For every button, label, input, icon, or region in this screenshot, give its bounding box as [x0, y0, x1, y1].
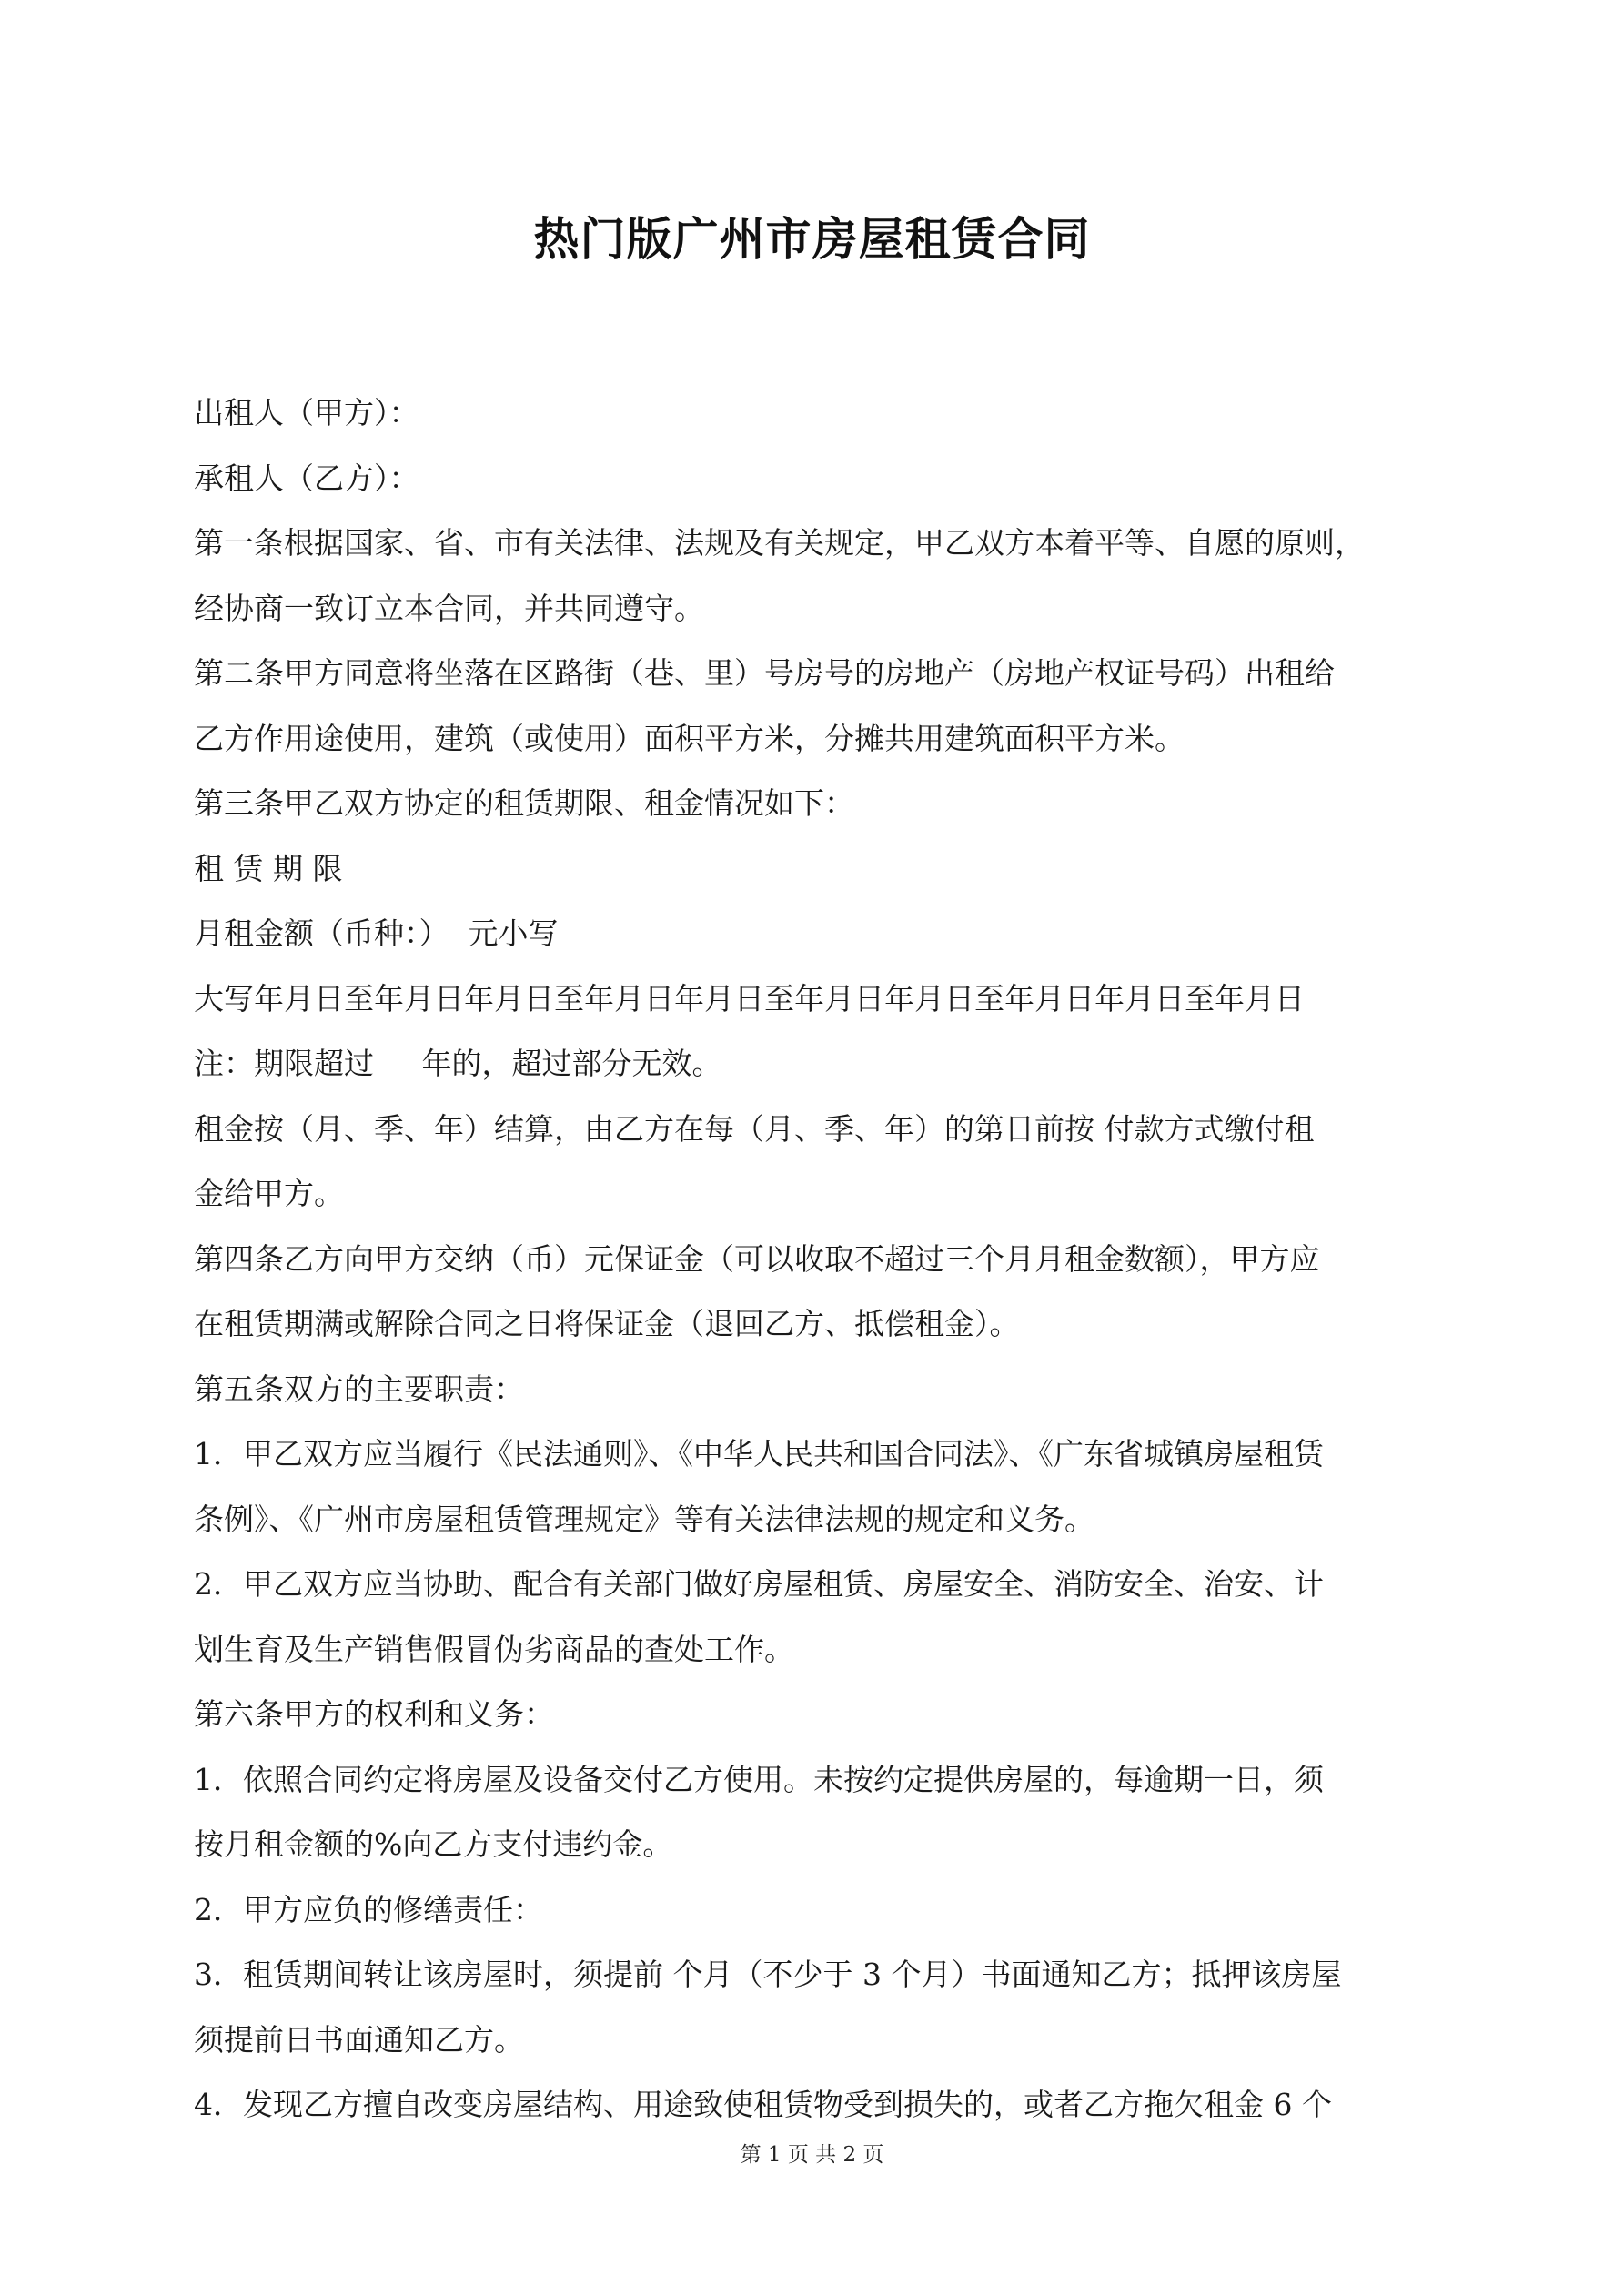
paragraph-line: 第三条甲乙双方协定的租赁期限、租金情况如下：	[194, 785, 854, 821]
paragraph-line: 第二条甲方同意将坐落在区路街（巷、里）号房号的房地产（房地产权证号码）出租给	[194, 655, 1335, 691]
paragraph-line: 大写年月日至年月日年月日至年月日年月日至年月日年月日至年月日年月日至年月日	[194, 980, 1305, 1017]
paragraph-line: 4．发现乙方擅自改变房屋结构、用途致使租赁物受到损失的，或者乙方拖欠租金 6 个	[194, 2087, 1332, 2122]
paragraph-line: 乙方作用途使用，建筑（或使用）面积平方米，分摊共用建筑面积平方米。	[194, 720, 1185, 756]
paragraph-line: 划生育及生产销售假冒伪劣商品的查处工作。	[194, 1631, 794, 1667]
paragraph-line: 1．依照合同约定将房屋及设备交付乙方使用。未按约定提供房屋的，每逾期一日，须	[194, 1761, 1324, 1797]
paragraph-line: 1．甲乙双方应当履行《民法通则》、《中华人民共和国合同法》、《广东省城镇房屋租赁	[194, 1436, 1324, 1472]
paragraph-line: 承租人（乙方）：	[194, 460, 419, 496]
document-body	[194, 380, 1442, 2138]
paragraph-line: 第一条根据国家、省、市有关法律、法规及有关规定，甲乙双方本着平等、自愿的原则，	[194, 525, 1365, 561]
paragraph-line: 须提前日书面通知乙方。	[194, 2021, 524, 2058]
paragraph-line: 按月租金额的%向乙方支付违约金。	[194, 1826, 673, 1862]
paragraph-line: 金给甲方。	[194, 1176, 344, 1211]
paragraph-line: 月租金额（币种：） 元小写	[194, 915, 559, 951]
paragraph-line: 租金按（月、季、年）结算，由乙方在每（月、季、年）的第日前按 付款方式缴付租	[194, 1110, 1315, 1147]
paragraph-line: 2．甲方应负的修缮责任：	[194, 1891, 543, 1927]
paragraph-line: 第四条乙方向甲方交纳（币）元保证金（可以收取不超过三个月月租金数额），甲方应	[194, 1240, 1320, 1277]
paragraph-line: 2．甲乙双方应当协助、配合有关部门做好房屋租赁、房屋安全、消防安全、治安、计	[194, 1566, 1324, 1602]
paragraph-line: 在租赁期满或解除合同之日将保证金（退回乙方、抵偿租金）。	[194, 1306, 1020, 1341]
page-footer: 第 1 页 共 2 页	[740, 2143, 884, 2167]
paragraph-line: 注：期限超过 年的，超过部分无效。	[194, 1046, 722, 1081]
paragraph-line: 出租人（甲方）：	[194, 395, 419, 430]
paragraph-line: 经协商一致订立本合同，并共同遵守。	[194, 590, 704, 626]
paragraph-line: 3．租赁期间转让该房屋时，须提前 个月（不少于 3 个月）书面通知乙方；抵押该房屋	[194, 1957, 1342, 1992]
paragraph-line: 第五条双方的主要职责：	[194, 1371, 524, 1407]
paragraph-line: 条例》、《广州市房屋租赁管理规定》等有关法律法规的规定和义务。	[194, 1501, 1094, 1537]
paragraph-line: 租 赁 期 限	[194, 850, 343, 886]
document-title: 热门版广州市房屋租赁合同	[533, 213, 1091, 266]
paragraph-line: 第六条甲方的权利和义务：	[194, 1696, 554, 1732]
